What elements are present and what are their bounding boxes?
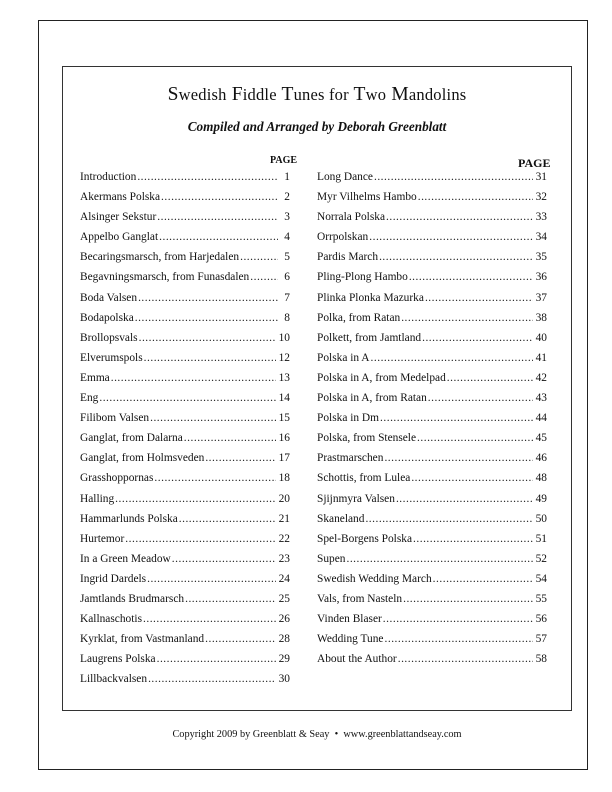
toc-entry <box>80 533 290 553</box>
toc-dot-leader <box>447 372 533 384</box>
toc-entry-title: Vals, from Nasteln <box>317 592 403 605</box>
toc-entry-title: Pling-Plong Hambo <box>317 271 408 284</box>
toc-dot-leader <box>144 352 276 364</box>
toc-dot-leader <box>185 593 276 605</box>
toc-dot-leader <box>147 573 276 585</box>
page-column-header-right: PAGE <box>518 156 551 170</box>
toc-entry-page-number: 52 <box>535 552 547 565</box>
toc-entry-title: Polska in Dm <box>317 412 380 425</box>
toc-entry <box>80 633 290 653</box>
toc-entry <box>317 251 547 271</box>
toc-dot-leader <box>161 191 278 203</box>
toc-entry <box>80 332 290 352</box>
toc-dot-leader <box>425 292 533 304</box>
toc-entry <box>317 452 547 472</box>
toc-entry <box>317 493 547 513</box>
toc-entry-title: Introduction <box>80 171 137 183</box>
toc-entry <box>80 271 290 291</box>
toc-entry-page-number: 36 <box>535 271 547 284</box>
toc-entry-title: In a Green Meadow <box>80 552 171 565</box>
toc-entry-title: Ganglat, from Holmsveden <box>80 452 205 465</box>
toc-entry <box>80 211 290 231</box>
book-title: Swedish Fiddle Tunes for Two Mandolins <box>167 84 467 105</box>
toc-dot-leader <box>433 573 533 585</box>
toc-dot-leader <box>398 653 533 665</box>
toc-entry-page-number: 16 <box>278 432 290 445</box>
toc-entry-page-number: 7 <box>284 291 290 304</box>
toc-dot-leader <box>383 613 533 625</box>
toc-entry-title: Polska in A, from Ratan <box>317 392 427 405</box>
toc-entry-page-number: 22 <box>278 532 290 545</box>
toc-entry-page-number: 14 <box>278 392 290 405</box>
toc-entry <box>317 533 547 553</box>
toc-entry-page-number: 4 <box>284 231 290 244</box>
toc-entry-page-number: 50 <box>535 512 547 525</box>
toc-entry-page-number: 2 <box>284 191 290 204</box>
toc-dot-leader <box>385 633 533 645</box>
footer <box>62 729 572 740</box>
toc-dot-leader <box>386 211 533 223</box>
toc-dot-leader <box>369 231 532 243</box>
toc-entry-title: Prastmarschen <box>317 452 384 465</box>
toc-entry-page-number: 18 <box>278 472 290 485</box>
toc-entry-page-number: 25 <box>278 592 290 605</box>
toc-entry-page-number: 24 <box>278 572 290 585</box>
toc-entry <box>317 553 547 573</box>
toc-entry-page-number: 38 <box>535 311 547 324</box>
toc-dot-leader <box>250 271 278 283</box>
toc-dot-leader <box>179 513 276 525</box>
toc-entry-title: Vinden Blaser <box>317 613 382 626</box>
toc-entry-title: Becaringsmarsch, from Harjedalen <box>80 251 240 264</box>
toc-dot-leader <box>422 332 533 344</box>
toc-dot-leader <box>417 432 533 444</box>
toc-entry <box>317 352 547 372</box>
toc-entry <box>317 513 547 533</box>
toc-entry-title: Halling <box>80 492 115 505</box>
toc-dot-leader <box>157 653 276 665</box>
toc-entry <box>80 493 290 513</box>
toc-dot-leader <box>111 372 276 384</box>
toc-entry-page-number: 13 <box>278 371 290 384</box>
toc-entry-title: Emma <box>80 371 110 384</box>
toc-entry-page-number: 55 <box>535 592 547 605</box>
page-column-header-left: PAGE <box>270 155 298 166</box>
toc-entry <box>80 452 290 472</box>
toc-entry-title: Orrpolskan <box>317 231 369 244</box>
toc-entry-page-number: 40 <box>535 331 547 344</box>
toc-entry-page-number: 33 <box>535 211 547 224</box>
toc-dot-leader <box>409 271 533 283</box>
toc-entry-page-number: 42 <box>535 371 547 384</box>
toc-entry-page-number: 28 <box>278 633 290 646</box>
toc-right-column <box>317 171 547 673</box>
toc-entry-title: Plinka Plonka Mazurka <box>317 291 424 304</box>
toc-entry <box>80 593 290 613</box>
toc-entry <box>317 593 547 613</box>
website-link[interactable]: www.greenblattandseay.com <box>343 729 462 740</box>
toc-dot-leader <box>115 493 275 505</box>
toc-dot-leader <box>205 452 275 464</box>
toc-entry-title: Sjijnmyra Valsen <box>317 492 395 505</box>
toc-entry-title: Laugrens Polska <box>80 653 156 666</box>
toc-entry-title: Appelbo Ganglat <box>80 231 159 244</box>
toc-dot-leader <box>380 412 533 424</box>
toc-entry <box>80 171 290 191</box>
toc-entry <box>80 412 290 432</box>
toc-entry-title: Jamtlands Brudmarsch <box>80 592 185 605</box>
toc-entry-title: Hurtemor <box>80 532 125 545</box>
toc-entry-title: Lillbackvalsen <box>80 673 148 686</box>
toc-entry <box>317 171 547 191</box>
toc-entry <box>80 191 290 211</box>
toc-entry-page-number: 46 <box>535 452 547 465</box>
toc-entry <box>80 432 290 452</box>
toc-entry-page-number: 20 <box>278 492 290 505</box>
toc-entry <box>317 412 547 432</box>
toc-dot-leader <box>184 432 276 444</box>
toc-entry-page-number: 5 <box>284 251 290 264</box>
toc-entry <box>317 372 547 392</box>
toc-dot-leader <box>205 633 275 645</box>
toc-entry <box>317 332 547 352</box>
toc-entry <box>317 613 547 633</box>
toc-entry-page-number: 32 <box>535 191 547 204</box>
book-subtitle: Compiled and Arranged by Deborah Greenblatt <box>187 119 447 134</box>
toc-dot-leader <box>125 533 275 545</box>
toc-entry-title: Elverumspols <box>80 351 143 364</box>
toc-entry-page-number: 37 <box>535 291 547 304</box>
toc-dot-leader <box>396 493 533 505</box>
toc-entry-title: Grasshoppornas <box>80 472 154 485</box>
toc-entry <box>317 271 547 291</box>
toc-entry-title: Hammarlunds Polska <box>80 512 178 525</box>
toc-entry-title: Spel-Borgens Polska <box>317 532 413 545</box>
toc-entry <box>80 553 290 573</box>
toc-entry-title: Eng <box>80 392 99 405</box>
toc-entry-page-number: 17 <box>278 452 290 465</box>
toc-dot-leader <box>401 312 532 324</box>
toc-entry-page-number: 30 <box>278 673 290 686</box>
toc-dot-leader <box>346 553 532 565</box>
toc-entry-title: Long Dance <box>317 171 373 183</box>
toc-dot-leader <box>135 312 278 324</box>
toc-entry-page-number: 45 <box>535 432 547 445</box>
toc-entry <box>317 211 547 231</box>
toc-entry-page-number: 1 <box>284 171 290 183</box>
toc-dot-leader <box>240 251 278 263</box>
toc-entry-title: Myr Vilhelms Hambo <box>317 191 417 204</box>
toc-entry-title: Polka, from Ratan <box>317 311 401 324</box>
toc-entry-title: Polkett, from Jamtland <box>317 331 422 344</box>
toc-dot-leader <box>379 251 533 263</box>
toc-dot-leader <box>371 352 533 364</box>
toc-entry-title: Polska in A, from Medelpad <box>317 371 446 384</box>
toc-entry-page-number: 44 <box>535 412 547 425</box>
toc-dot-leader <box>418 191 533 203</box>
toc-entry <box>80 573 290 593</box>
toc-entry <box>80 251 290 271</box>
toc-entry <box>317 573 547 593</box>
toc-entry <box>317 191 547 211</box>
toc-entry-title: Ganglat, from Dalarna <box>80 432 183 445</box>
toc-entry <box>80 673 290 693</box>
toc-entry-page-number: 8 <box>284 311 290 324</box>
toc-entry-title: Schottis, from Lulea <box>317 472 411 485</box>
toc-entry <box>317 392 547 412</box>
toc-entry-title: Bodapolska <box>80 311 134 324</box>
toc-entry-title: Skaneland <box>317 512 365 525</box>
toc-entry-page-number: 56 <box>535 613 547 626</box>
toc-dot-leader <box>143 613 276 625</box>
toc-entry-title: Ingrid Dardels <box>80 572 147 585</box>
toc-dot-leader <box>99 392 275 404</box>
toc-entry <box>317 231 547 251</box>
toc-entry <box>317 472 547 492</box>
toc-entry-title: Swedish Wedding March <box>317 572 432 585</box>
toc-entry-page-number: 48 <box>535 472 547 485</box>
toc-entry-title: Polska, from Stensele <box>317 432 417 445</box>
toc-entry-title: Brollopsvals <box>80 331 138 344</box>
toc-entry-page-number: 15 <box>278 412 290 425</box>
toc-entry <box>80 292 290 312</box>
toc-entry-page-number: 26 <box>278 613 290 626</box>
toc-entry <box>80 392 290 412</box>
toc-entry-title: Wedding Tune <box>317 633 384 646</box>
toc-entry <box>80 513 290 533</box>
toc-entry-page-number: 10 <box>278 331 290 344</box>
toc-entry-page-number: 3 <box>284 211 290 224</box>
toc-dot-leader <box>172 553 276 565</box>
toc-dot-leader <box>365 513 532 525</box>
toc-entry-title: Filibom Valsen <box>80 412 150 425</box>
toc-entry-page-number: 43 <box>535 392 547 405</box>
toc-dot-leader <box>150 412 276 424</box>
toc-dot-leader <box>411 472 532 484</box>
toc-entry-title: Norrala Polska <box>317 211 386 224</box>
toc-entry-title: Supen <box>317 552 346 565</box>
toc-dot-leader <box>428 392 533 404</box>
toc-entry <box>80 653 290 673</box>
toc-entry-page-number: 57 <box>535 633 547 646</box>
toc-entry-title: Kallnaschotis <box>80 613 143 626</box>
toc-entry-title: Akermans Polska <box>80 191 161 204</box>
toc-dot-leader <box>374 171 533 183</box>
toc-dot-leader <box>384 452 532 464</box>
toc-entry-title: Boda Valsen <box>80 291 138 304</box>
toc-dot-leader <box>157 211 278 223</box>
toc-dot-leader <box>154 472 275 484</box>
toc-dot-leader <box>138 292 278 304</box>
toc-entry-page-number: 23 <box>278 552 290 565</box>
toc-dot-leader <box>403 593 533 605</box>
toc-entry-page-number: 12 <box>278 351 290 364</box>
toc-entry-page-number: 58 <box>535 653 547 666</box>
toc-entry <box>80 352 290 372</box>
toc-entry-title: Polska in A <box>317 351 370 364</box>
toc-entry-page-number: 6 <box>284 271 290 284</box>
toc-entry <box>317 432 547 452</box>
toc-entry <box>80 312 290 332</box>
toc-entry-page-number: 51 <box>535 532 547 545</box>
toc-entry-title: About the Author <box>317 653 397 666</box>
toc-entry <box>317 653 547 673</box>
toc-dot-leader <box>139 332 276 344</box>
toc-left-column <box>80 171 290 693</box>
toc-entry <box>317 292 547 312</box>
toc-entry <box>317 633 547 653</box>
toc-entry-page-number: 31 <box>535 171 547 183</box>
toc-entry-title: Alsinger Sekstur <box>80 211 157 224</box>
toc-entry <box>80 472 290 492</box>
toc-entry-title: Begavningsmarsch, from Funasdalen <box>80 271 250 284</box>
toc-entry <box>80 613 290 633</box>
toc-entry-page-number: 41 <box>535 351 547 364</box>
toc-entry <box>80 231 290 251</box>
toc-entry-title: Kyrklat, from Vastmanland <box>80 633 205 646</box>
toc-entry-title: Pardis March <box>317 251 379 264</box>
toc-entry <box>80 372 290 392</box>
toc-dot-leader <box>159 231 278 243</box>
toc-entry <box>317 312 547 332</box>
toc-entry-page-number: 21 <box>278 512 290 525</box>
toc-entry-page-number: 29 <box>278 653 290 666</box>
toc-entry-page-number: 35 <box>535 251 547 264</box>
toc-dot-leader <box>148 673 276 685</box>
toc-entry-page-number: 34 <box>535 231 547 244</box>
toc-dot-leader <box>137 171 278 183</box>
copyright-text: Copyright 2009 by Greenblatt & Seay <box>172 729 330 740</box>
toc-entry-page-number: 49 <box>535 492 547 505</box>
toc-entry-page-number: 54 <box>535 572 547 585</box>
toc-dot-leader <box>413 533 533 545</box>
footer-bullet: • <box>334 729 339 740</box>
